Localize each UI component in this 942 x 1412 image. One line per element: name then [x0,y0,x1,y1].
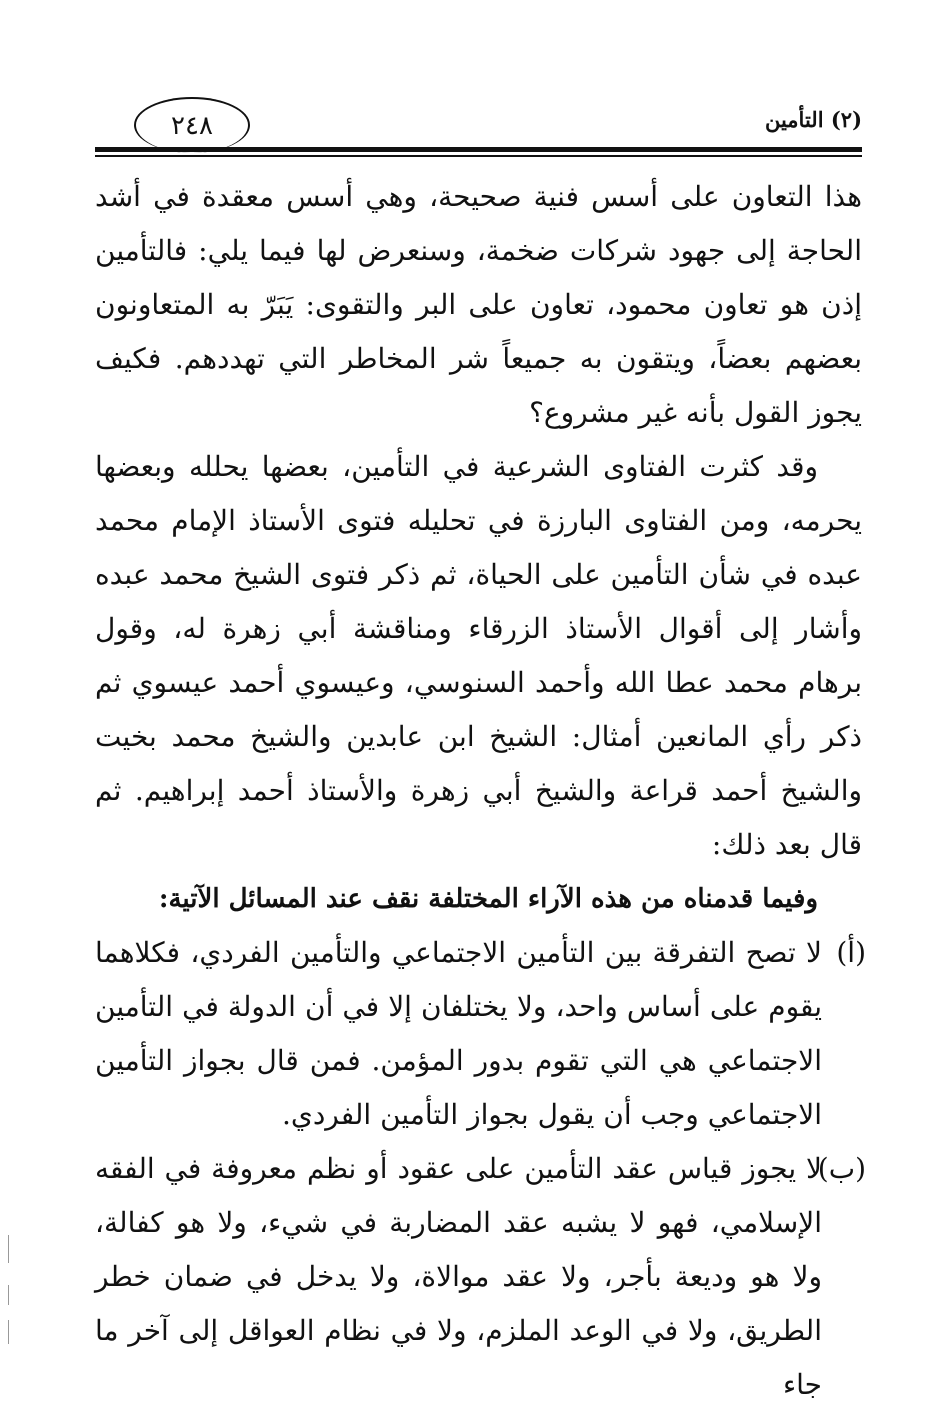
scan-edge-mark [8,1285,9,1305]
scan-edge-mark [8,1235,9,1263]
running-title: (٢) التأمين [764,107,862,132]
header-rule-thick [95,147,862,152]
page-number: ٢٤٨ [134,97,250,153]
list-item-text: لا يجوز قياس عقد التأمين على عقود أو نظم معروفة في الفقه الإسلامي، فهو لا يشبه عقد المضاربة في شيء، ولا هو كفالة، ولا هو وديعة بأجر، ولا عقد موالاة، ولا يدخل في ضمان خطر الطريق، ولا في الوعد الملزم، ولا في نظام العواقل إلى آخر ما جاء [95,1152,822,1401]
paragraph: وقد كثرت الفتاوى الشرعية في التأمين، بعضها يحلله وبعضها يحرمه، ومن الفتاوى البارزة في تحليله فتوى الأستاذ الإمام محمد عبده في شأن التأمين على الحياة، ثم ذكر فتوى الشيخ محمد عبده وأشار إلى أقوال الأستاذ الزرقاء ومناقشة أبي زهرة له، وقول برهام محمد عطا الله وأحمد السنوسي، وعيسوي أحمد عيسوي ثم ذكر رأي المانعين أمثال: الشيخ ابن عابدين والشيخ محمد بخيت والشيخ أحمد قراعة والشيخ أبي زهرة والأستاذ أحمد إبراهيم. ثم قال بعد ذلك: [95,450,862,861]
list-item [95,926,866,1142]
body-text [95,170,866,1412]
list-item-label: (أ) [836,936,866,969]
scan-edge-mark [8,1320,9,1344]
list-item [95,1142,866,1412]
paragraph: هذا التعاون على أسس فنية صحيحة، وهي أسس معقدة في أشد الحاجة إلى جهود شركات ضخمة، وسنعرض لها فيما يلي: فالتأمين إذن هو تعاون محمود، تعاون على البر والتقوى: يَبَرّ به المتعاونون بعضهم بعضاً، ويتقون به جميعاً شر المخاطر التي تهددهم. فكيف يجوز القول بأنه غير مشروع؟ [95,180,862,429]
list-item-text: لا تصح التفرقة بين التأمين الاجتماعي والتأمين الفردي، فكلاهما يقوم على أساس واحد، ولا يختلفان إلا في أن الدولة في التأمين الاجتماعي هي التي تقوم بدور المؤمن. فمن قال بجواز التأمين الاجتماعي وجب أن يقول بجواز التأمين الفردي. [95,936,822,1131]
page-header [95,95,862,155]
header-rule-thin [95,155,862,157]
paragraph-heading: وفيما قدمناه من هذه الآراء المختلفة نقف عند المسائل الآتية: [158,884,818,914]
list-item-label: (ب) [817,1152,866,1185]
